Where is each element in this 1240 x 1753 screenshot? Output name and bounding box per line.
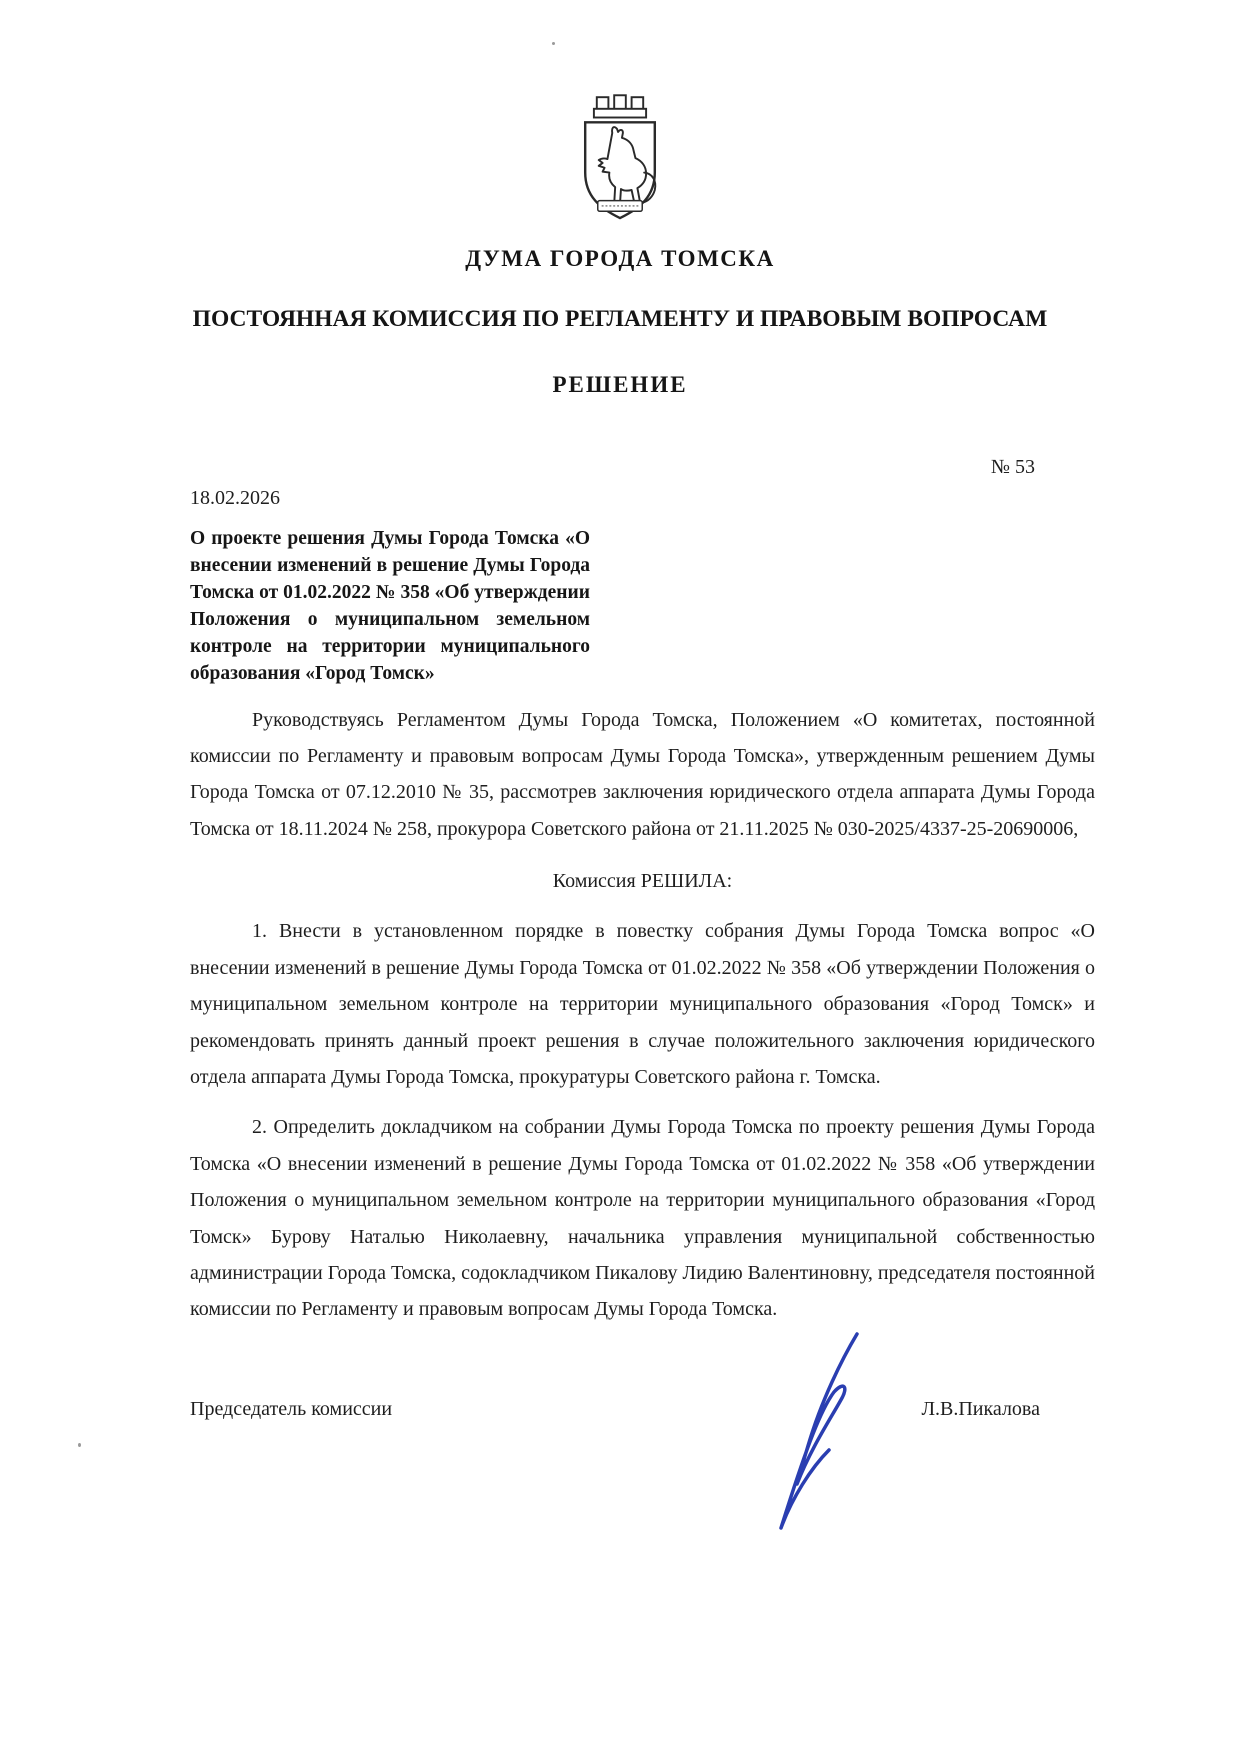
resolution-item-1: 1. Внести в установленном порядке в повестку собрания Думы Города Томска вопрос «О внесении изменений в решение Думы Города Томска от 01.02.2022 № 358 «Об утверждении Положения о муниципальном земельном контроле на территории муниципального образования «Город Томск» и рекомендовать принять данный проект решения в случае положительного заключения юридического отдела аппарата Думы Города Томска, прокуратуры Советского района г. Томска. <box>190 920 1095 1089</box>
tomsk-coat-of-arms <box>562 86 678 236</box>
signer-name: Л.В.Пикалова <box>921 1398 1040 1420</box>
signature-block <box>190 1398 1095 1421</box>
resolution-heading: Комиссия РЕШИЛА: <box>552 870 733 893</box>
preamble-paragraph: Руководствуясь Регламентом Думы Города Томска, Положением «О комитетах, постоянной комиссии по Регламенту и правовым вопросам Думы Города Томска», утвержденным решением Думы Города Томска от 07.12.2010 № 35, рассмотрев заключения юридического отдела аппарата Думы Города Томска от 18.11.2024 № 258, прокурора Советского района от 21.11.2025 № 030-2025/4337-25-20690006, <box>190 708 1095 840</box>
document-subject: О проекте решения Думы Города Томска «О внесении изменений в решение Думы Города Томска от 01.02.2022 № 358 «Об утверждении Положения о муниципальном земельном контроле на территории муниципального образования «Город Томск» <box>190 528 590 684</box>
commission-title: ПОСТОЯННАЯ КОМИССИЯ ПО РЕГЛАМЕНТУ И ПРАВОВЫМ ВОПРОСАМ <box>192 306 1048 332</box>
mural-crown-icon <box>594 95 646 117</box>
signer-role: Председатель комиссии <box>190 1398 393 1420</box>
scan-speck <box>78 1443 81 1447</box>
scan-speck <box>552 42 555 45</box>
document-type-heading: РЕШЕНИЕ <box>552 372 688 398</box>
resolution-item-2: 2. Определить докладчиком на собрании Думы Города Томска по проекту решения Думы Города Томска «О внесении изменений в решение Думы Города Томска от 01.02.2022 № 358 «Об утверждении Положения о муниципальном земельном контроле на территории муниципального образования «Город Томск» Бурову Наталью Николаевну, начальника управления муниципальной собственностью администрации Города Томска, содокладчиком Пикалову Лидию Валентиновну, председателя постоянной комиссии по Регламенту и правовым вопросам Думы Города Томска. <box>190 1116 1095 1321</box>
document-date: 18.02.2026 <box>190 487 280 510</box>
document-body <box>0 456 1240 1328</box>
document-number: № 53 <box>990 456 1035 479</box>
ribbon-icon <box>598 201 642 212</box>
handwritten-signature <box>745 1326 885 1541</box>
organization-title: ДУМА ГОРОДА ТОМСКА <box>465 246 775 271</box>
